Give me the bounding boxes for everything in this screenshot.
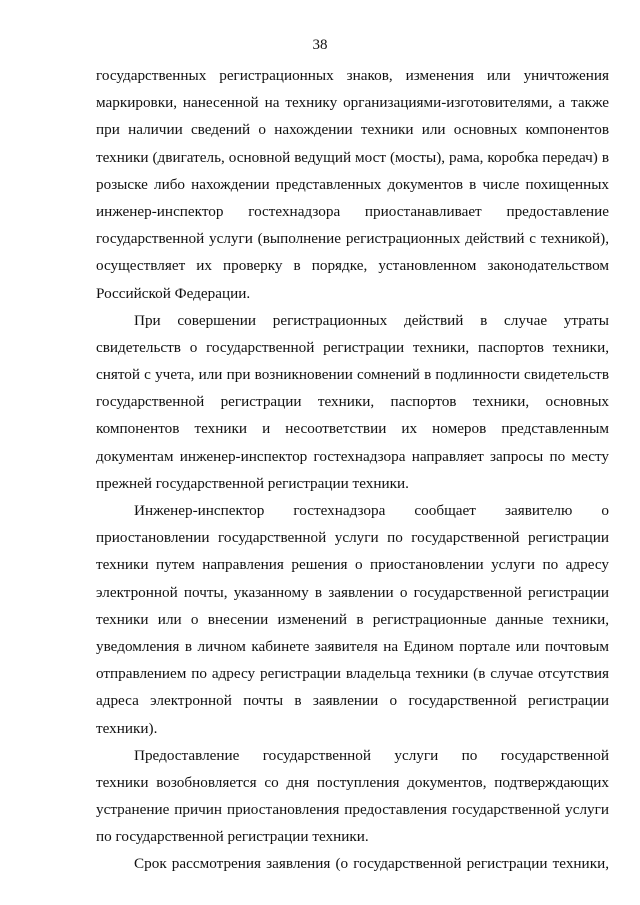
paragraph xyxy=(96,307,609,497)
text-line: техники путем направления решения о приостановлении услуги по адресу xyxy=(96,556,609,574)
text-line: уведомления в личном кабинете заявителя на Едином портале или почтовым xyxy=(96,637,609,655)
text-line: отправлением по адресу регистрации владельца техники (в случае отсутствия xyxy=(96,665,609,683)
text-line: государственных регистрационных знаков, изменения или уничтожения xyxy=(96,67,609,84)
text-line: Предоставление государственной услуги по государственной xyxy=(134,746,609,764)
text-line: электронной почты, указанному в заявлении о государственной регистрации xyxy=(96,583,609,601)
text-line: Российской Федерации. xyxy=(96,284,251,302)
page-number: 38 xyxy=(312,37,328,53)
text-line: розыске либо нахождении представленных документов в числе похищенных xyxy=(96,175,609,193)
text-line: Инженер-инспектор гостехнадзора сообщает заявителю о xyxy=(134,502,609,519)
text-line: приостановлении государственной услуги по государственной регистрации xyxy=(96,529,609,547)
text-line: маркировки, нанесенной на технику организациями-изготовителями, а также xyxy=(96,94,609,112)
text-line: свидетельств о государственной регистрации техники, паспортов техники, xyxy=(96,338,609,356)
text-line: компонентов техники и несоответствии их номеров представленным xyxy=(96,420,609,438)
text-line: техники возобновляется со дня поступления документов, подтверждающих xyxy=(96,773,609,791)
text-line: техники или о внесении изменений в регистрационные данные техники, xyxy=(96,610,609,628)
text-line: прежней государственной регистрации техники. xyxy=(96,474,409,492)
text-line: При совершении регистрационных действий в случае утраты xyxy=(134,311,609,329)
paragraph xyxy=(96,62,609,307)
text-line: адреса электронной почты в заявлении о государственной регистрации xyxy=(96,692,609,710)
text-line: по государственной регистрации техники. xyxy=(96,828,369,846)
text-line: осуществляет их проверку в порядке, установленном законодательством xyxy=(96,257,609,275)
paragraph xyxy=(96,497,609,742)
text-line: Срок рассмотрения заявления (о государственной регистрации техники, xyxy=(134,855,609,873)
text-line: снятой с учета, или при возникновении сомнений в подлинности свидетельств xyxy=(96,366,609,384)
text-line: техники (двигатель, основной ведущий мост (мосты), рама, коробка передач) в xyxy=(96,148,609,166)
text-line: при наличии сведений о нахождении техники или основных компонентов xyxy=(96,121,609,139)
text-line: устранение причин приостановления предоставления государственной услуги xyxy=(96,801,609,819)
text-line: государственной услуги (выполнение регистрационных действий с техникой), xyxy=(96,230,609,248)
paragraph xyxy=(96,850,609,877)
paragraph xyxy=(96,742,609,851)
text-line: документам инженер-инспектор гостехнадзора направляет запросы по месту xyxy=(96,447,609,465)
text-line: техники). xyxy=(96,719,158,737)
document-body xyxy=(96,62,609,878)
text-line: государственной регистрации техники, паспортов техники, основных xyxy=(96,393,609,411)
text-line: инженер-инспектор гостехнадзора приостанавливает предоставление xyxy=(96,202,609,220)
